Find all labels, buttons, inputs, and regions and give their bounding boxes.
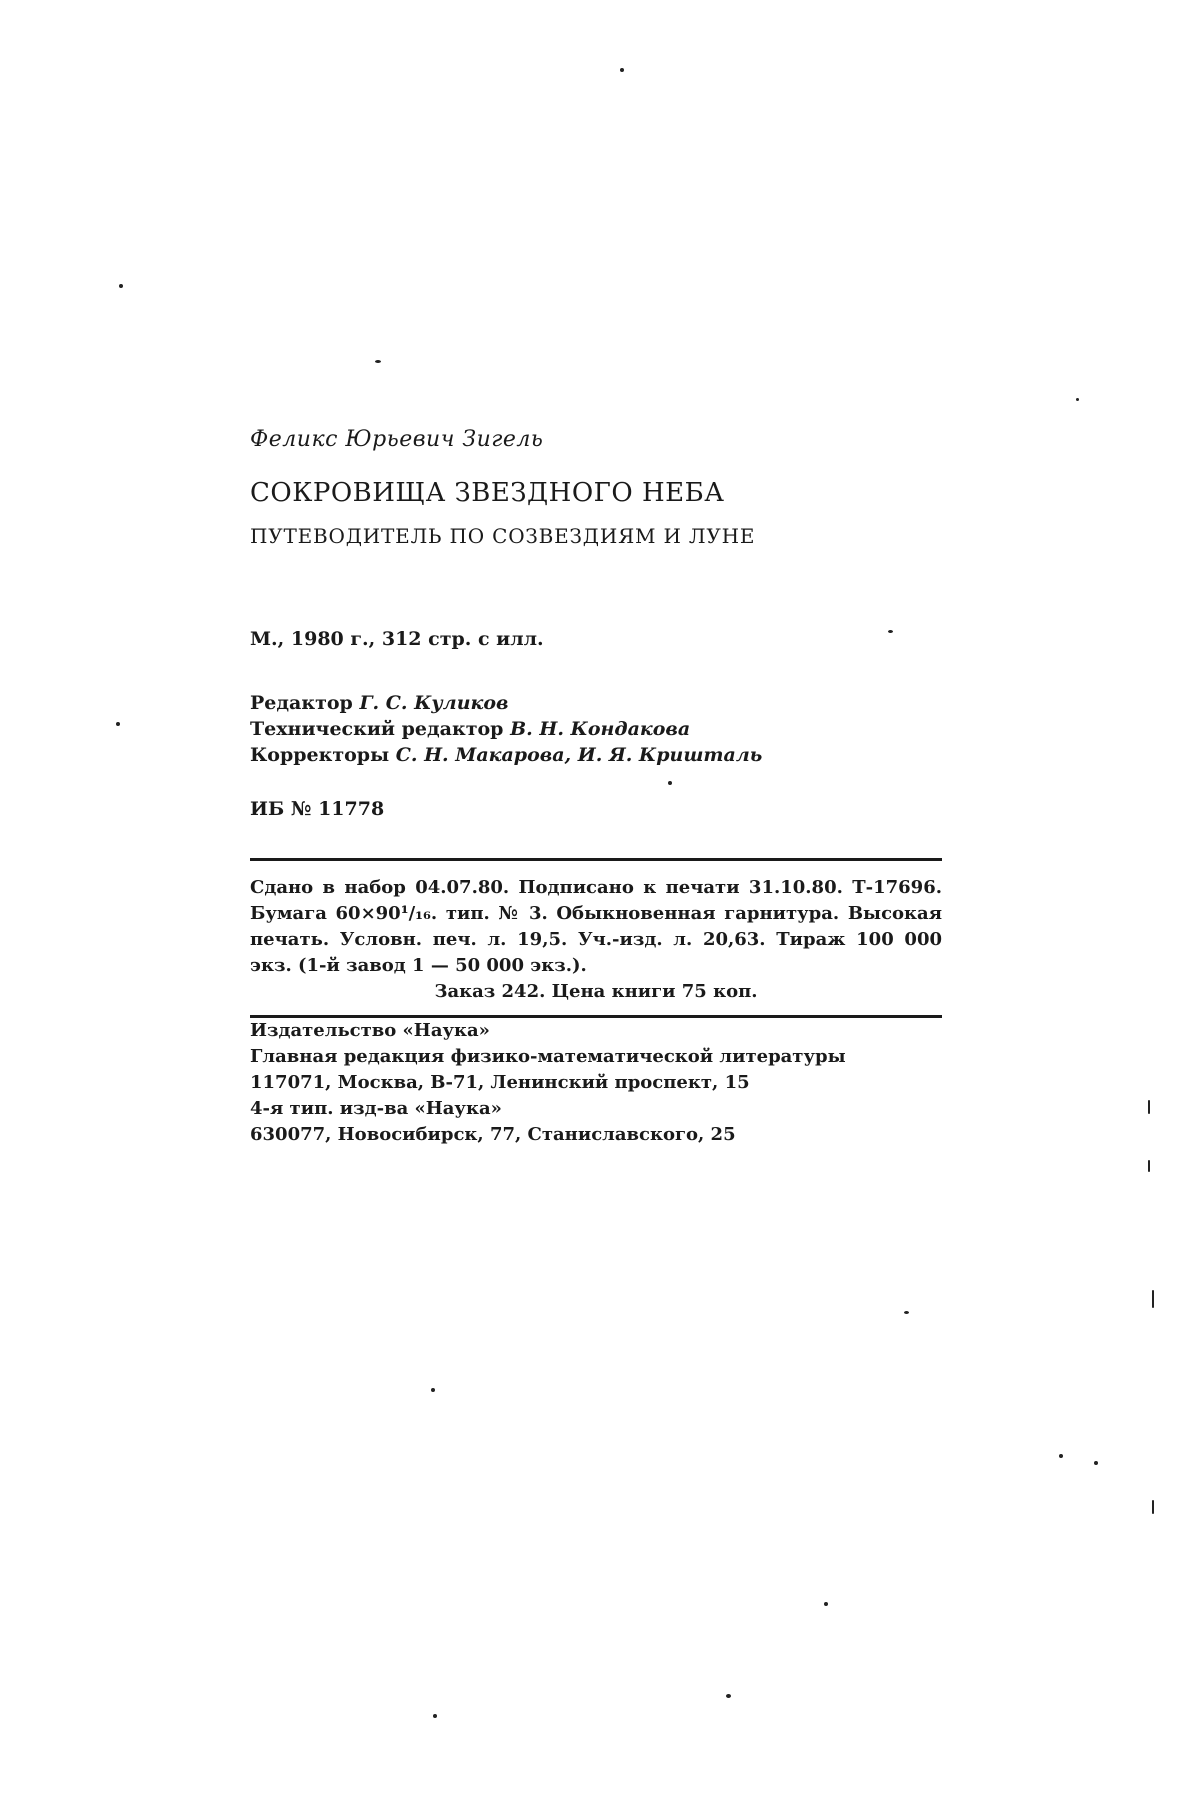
- publisher-info: [250, 1018, 950, 1148]
- scan-speck: [1059, 1454, 1063, 1458]
- scan-speck: [375, 360, 381, 363]
- imprint-text: Сдано в набор 04.07.80. Подписано к печати 31.10.80. Т-17696. Бумага 60×90¹/₁₆. тип. № 3. Обыкновенная гарнитура. Высокая печать. Условн. печ. л. 19,5. Уч.-изд. л. 20,63. Тираж 100 000 экз. (1-й завод 1 — 50 000 экз.).: [250, 877, 942, 976]
- publisher-line: 117071, Москва, В-71, Ленинский проспект, 15: [250, 1072, 750, 1093]
- credit-name: С. Н. Макарова, И. Я. Кришталь: [395, 744, 763, 766]
- credit-name: Г. С. Куликов: [359, 692, 509, 714]
- credit-technical-editor: [250, 716, 950, 742]
- scan-speck: [824, 1602, 828, 1606]
- scan-speck: [620, 68, 624, 72]
- scan-speck: [1148, 1160, 1150, 1172]
- scan-speck: [1148, 1100, 1150, 1114]
- scan-speck: [904, 1311, 909, 1314]
- author-name: Феликс Юрьевич Зигель: [250, 427, 544, 452]
- book-subtitle: ПУТЕВОДИТЕЛЬ ПО СОЗВЕЗДИЯМ И ЛУНЕ: [250, 524, 756, 548]
- scan-speck: [431, 1388, 435, 1392]
- publisher-line: Главная редакция физико-математической литературы: [250, 1046, 846, 1067]
- ib-number: ИБ № 11778: [250, 798, 385, 820]
- credit-role: Технический редактор: [250, 718, 504, 740]
- scan-speck: [433, 1714, 437, 1718]
- credit-role: Корректоры: [250, 744, 390, 766]
- publisher-line: Издательство «Наука»: [250, 1020, 490, 1041]
- credit-proofreaders: [250, 742, 950, 768]
- scan-speck: [726, 1694, 731, 1698]
- scan-speck: [119, 284, 123, 288]
- scan-speck: [1076, 398, 1079, 401]
- credits-list: [250, 690, 950, 768]
- credit-editor: [250, 690, 950, 716]
- publisher-line: 630077, Новосибирск, 77, Станиславского, 25: [250, 1124, 736, 1145]
- scan-speck: [1152, 1500, 1154, 1514]
- scan-speck: [888, 630, 893, 633]
- printing-imprint-box: [250, 858, 942, 1018]
- credit-name: В. Н. Кондакова: [510, 718, 691, 740]
- scan-speck: [668, 781, 672, 785]
- book-title: СОКРОВИЩА ЗВЕЗДНОГО НЕБА: [250, 478, 725, 508]
- scan-speck: [1152, 1290, 1154, 1308]
- scan-speck: [1094, 1461, 1098, 1465]
- credit-role: Редактор: [250, 692, 353, 714]
- scan-speck: [116, 722, 120, 726]
- publication-info: М., 1980 г., 312 стр. с илл.: [250, 628, 544, 650]
- order-price-line: Заказ 242. Цена книги 75 коп.: [434, 981, 758, 1002]
- publisher-line: 4-я тип. изд-ва «Наука»: [250, 1098, 502, 1119]
